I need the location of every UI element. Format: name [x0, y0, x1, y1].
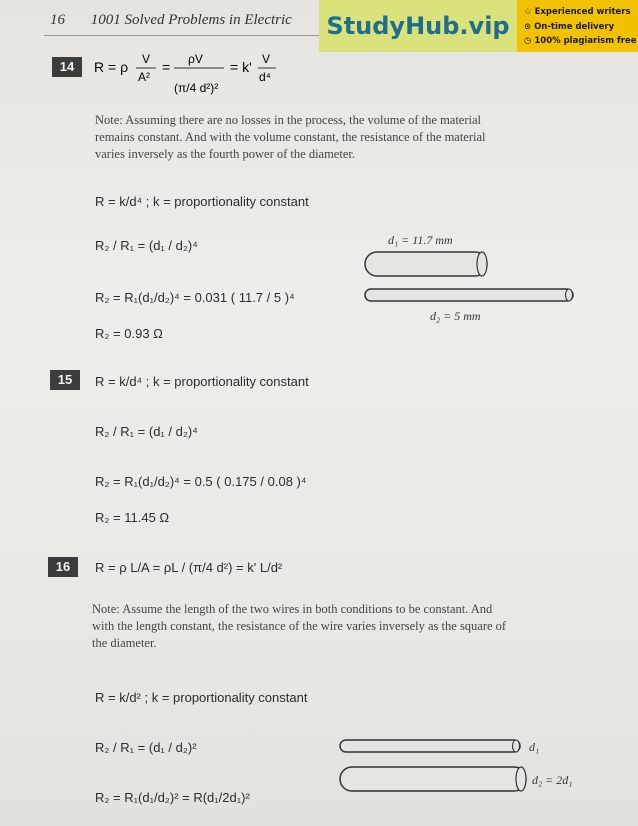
- ratio-16: R₂ / R₁ = (d₁ / d₂)²: [95, 740, 197, 755]
- label-d2: d₂ = 5 mm: [430, 309, 481, 323]
- formula-14: R = k/d⁴ ; k = proportionality constant: [95, 194, 309, 209]
- note-14: Note: Assuming there are no losses in the process, the volume of the material remains constant. And with the volume constant, the resistance of the material varies inversely as the fourth power of the diameter.: [95, 113, 486, 161]
- label-d1: d₁: [529, 740, 540, 754]
- thick-wire: [365, 252, 487, 276]
- feature-plagiarism-free: ◷ 100% plagiarism free: [524, 36, 637, 46]
- header-rule: [44, 35, 324, 36]
- ratio-15: R₂ / R₁ = (d₁ / d₂)⁴: [95, 424, 198, 439]
- ad-banner[interactable]: [319, 0, 638, 52]
- brand-logo[interactable]: StudyHub.vip: [319, 0, 517, 52]
- running-header: [50, 12, 292, 29]
- svg-text:V: V: [262, 52, 271, 66]
- label-d2: d₂ = 2d₁: [532, 773, 573, 787]
- problem-number-15: 15: [50, 370, 80, 390]
- thin-wire: [365, 289, 573, 301]
- equation-resistance-length: R = ρ L/A = ρL / (π/4 d²) = k' L/d²: [95, 560, 283, 575]
- result-15: R₂ = 11.45 Ω: [95, 510, 170, 525]
- svg-text:V: V: [142, 52, 151, 66]
- thick-wire: [340, 767, 526, 791]
- book-title: 1001 Solved Problems in Electric: [90, 12, 292, 28]
- substitution-15: R₂ = R₁(d₁/d₂)⁴ = 0.5 ( 0.175 / 0.08 )⁴: [95, 474, 307, 489]
- problem-number-16: 16: [48, 557, 78, 577]
- equation-resistance-volume: [94, 48, 294, 104]
- svg-text:A²: A²: [138, 70, 150, 84]
- substitution-16: R₂ = R₁(d₁/d₂)² = R(d₁/2d₁)²: [95, 790, 250, 805]
- ratio-14: R₂ / R₁ = (d₁ / d₂)⁴: [95, 238, 198, 253]
- wire-diagram-14: [360, 228, 580, 328]
- result-14: R₂ = 0.93 Ω: [95, 326, 163, 341]
- feature-on-time-delivery: ⊙ On-time delivery: [524, 22, 615, 32]
- formula-15: R = k/d⁴ ; k = proportionality constant: [95, 374, 309, 389]
- problem-number-14: 14: [52, 57, 82, 77]
- svg-text:= k': = k': [230, 59, 252, 75]
- label-d1: d₁ = 11.7 mm: [388, 233, 453, 247]
- page-number: 16: [50, 12, 65, 28]
- wire-diagram-16: [335, 734, 595, 800]
- formula-16: R = k/d² ; k = proportionality constant: [95, 690, 308, 705]
- svg-text:(π/4 d²)²: (π/4 d²)²: [174, 81, 219, 95]
- thin-wire: [340, 740, 520, 752]
- feature-experienced-writers: ☆ Experienced writers: [524, 7, 631, 17]
- svg-text:d⁴: d⁴: [259, 70, 271, 84]
- note-16: Note: Assume the length of the two wires in both conditions to be constant. And with the length constant, the resistance of the wire varies inversely as the square of the diameter.: [92, 602, 507, 650]
- svg-text:ρV: ρV: [188, 52, 203, 66]
- svg-text:R = ρ: R = ρ: [94, 59, 129, 75]
- substitution-14: R₂ = R₁(d₁/d₂)⁴ = 0.031 ( 11.7 / 5 )⁴: [95, 290, 295, 305]
- svg-text:=: =: [162, 59, 171, 75]
